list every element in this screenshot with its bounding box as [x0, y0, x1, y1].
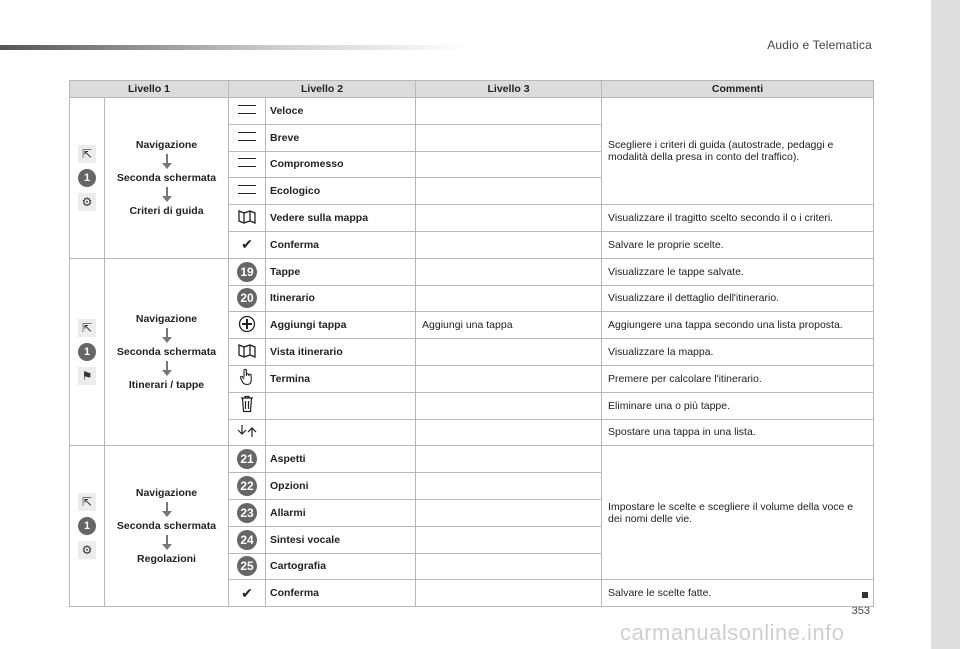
- level3-cell: [416, 339, 602, 366]
- level3-cell: [416, 499, 602, 526]
- comment-cell: Visualizzare il dettaglio dell'itinerario.: [602, 285, 874, 312]
- level2-label: Conferma: [266, 231, 416, 258]
- table-row: [70, 258, 874, 285]
- header-rule: [0, 45, 470, 50]
- level3-cell: [416, 392, 602, 419]
- level2-label: Conferma: [266, 580, 416, 607]
- map-icon: [238, 344, 256, 358]
- option-number-badge: 22: [237, 476, 257, 496]
- level3-cell: [416, 580, 602, 607]
- add-icon: [238, 315, 256, 333]
- map-icon: [238, 210, 256, 224]
- comment-cell: Scegliere i criteri di guida (autostrade, pedaggi e modalità della presa in conto del traffico).: [602, 98, 874, 205]
- comment-cell: Eliminare una o più tappe.: [602, 392, 874, 419]
- option-number-badge: 21: [237, 449, 257, 469]
- comment-cell: Impostare le scelte e scegliere il volume della voce e dei nomi delle vie.: [602, 446, 874, 580]
- level2-label: [266, 419, 416, 446]
- comment-cell: Premere per calcolare l'itinerario.: [602, 365, 874, 392]
- comment-cell: Visualizzare le tappe salvate.: [602, 258, 874, 285]
- level2-icon-cell: [229, 339, 266, 366]
- criteria-gear-icon: ⚙: [78, 193, 96, 211]
- level3-cell: [416, 553, 602, 580]
- level2-icon-cell: [229, 446, 266, 473]
- level3-cell: [416, 473, 602, 500]
- trash-icon: [240, 395, 254, 413]
- level2-icon-cell: [229, 285, 266, 312]
- level2-icon-cell: [229, 178, 266, 205]
- check-icon: ✔: [241, 584, 253, 601]
- flow-step: Seconda schermata: [116, 520, 217, 533]
- lines-icon: [238, 105, 256, 114]
- level2-label: Itinerario: [266, 285, 416, 312]
- level2-icon-cell: [229, 580, 266, 607]
- move-icon: [236, 422, 258, 440]
- option-number-badge: 19: [237, 262, 257, 282]
- flow-arrow: [107, 535, 226, 552]
- route-flag-icon: ⚑: [78, 367, 96, 385]
- level2-icon-cell: [229, 499, 266, 526]
- level2-icon-cell: [229, 392, 266, 419]
- level2-icon-cell: [229, 419, 266, 446]
- level2-icon-cell: [229, 205, 266, 232]
- side-strip: [931, 0, 960, 649]
- nav-arrow-icon: ⇱: [78, 145, 96, 163]
- flow-step: Criteri di guida: [129, 204, 204, 217]
- level1-flow: [105, 258, 229, 446]
- level2-label: Compromesso: [266, 151, 416, 178]
- flow-arrow: [107, 154, 226, 171]
- level1-flow: [105, 446, 229, 607]
- comment-cell: Spostare una tappa in una lista.: [602, 419, 874, 446]
- level2-icon-cell: [229, 258, 266, 285]
- level2-label: Vista itinerario: [266, 339, 416, 366]
- level3-cell: [416, 151, 602, 178]
- check-icon: ✔: [241, 236, 253, 253]
- level3-cell: [416, 258, 602, 285]
- level2-icon-cell: [229, 124, 266, 151]
- step-badge: 1: [78, 169, 96, 187]
- comment-cell: Visualizzare il tragitto scelto secondo il o i criteri.: [602, 205, 874, 232]
- flow-step: Seconda schermata: [116, 171, 217, 184]
- lines-icon: [238, 185, 256, 194]
- level1-icons: [70, 258, 105, 446]
- flow-step: Itinerari / tappe: [128, 379, 205, 392]
- level2-label: Breve: [266, 124, 416, 151]
- page-number: 353: [851, 605, 870, 617]
- option-number-badge: 20: [237, 288, 257, 308]
- level1-icons: [70, 98, 105, 259]
- level3-cell: [416, 124, 602, 151]
- menu-table: [69, 80, 874, 607]
- level2-icon-cell: [229, 365, 266, 392]
- level2-label: Ecologico: [266, 178, 416, 205]
- col-header-livello3: Livello 3: [416, 81, 602, 98]
- level2-label: Aspetti: [266, 446, 416, 473]
- level2-icon-cell: [229, 526, 266, 553]
- flow-step: Navigazione: [135, 487, 198, 500]
- level3-cell: [416, 178, 602, 205]
- flow-step: Regolazioni: [137, 553, 196, 566]
- level2-label: Aggiungi tappa: [266, 312, 416, 339]
- level3-cell: [416, 365, 602, 392]
- level1-icons: [70, 446, 105, 607]
- level2-label: Termina: [266, 365, 416, 392]
- settings-gear-icon: ⚙: [78, 541, 96, 559]
- step-badge: 1: [78, 343, 96, 361]
- level3-cell: [416, 526, 602, 553]
- flow-step: Navigazione: [135, 138, 198, 151]
- comment-cell: Salvare le proprie scelte.: [602, 231, 874, 258]
- watermark: carmanualsonline.info: [620, 620, 845, 645]
- level3-cell: [416, 231, 602, 258]
- lines-icon: [238, 132, 256, 141]
- level3-cell: [416, 446, 602, 473]
- table-row: [70, 446, 874, 473]
- col-header-commenti: Commenti: [602, 81, 874, 98]
- level2-label: Cartografia: [266, 553, 416, 580]
- level2-label: Allarmi: [266, 499, 416, 526]
- comment-cell: Visualizzare la mappa.: [602, 339, 874, 366]
- table-header-row: [70, 81, 874, 98]
- section-title: Audio e Telematica: [767, 38, 872, 52]
- table-row: [70, 98, 874, 125]
- option-number-badge: 25: [237, 556, 257, 576]
- flow-step: Navigazione: [135, 313, 198, 326]
- level2-icon-cell: [229, 473, 266, 500]
- level3-cell: Aggiungi una tappa: [416, 312, 602, 339]
- hand-icon: [239, 368, 255, 386]
- level3-cell: [416, 419, 602, 446]
- lines-icon: [238, 158, 256, 167]
- nav-arrow-icon: ⇱: [78, 493, 96, 511]
- level2-label: [266, 392, 416, 419]
- col-header-livello1: Livello 1: [70, 81, 229, 98]
- level3-cell: [416, 98, 602, 125]
- step-badge: 1: [78, 517, 96, 535]
- level2-icon-cell: [229, 231, 266, 258]
- nav-arrow-icon: ⇱: [78, 319, 96, 337]
- flow-arrow: [107, 502, 226, 519]
- comment-cell: Salvare le scelte fatte.: [602, 580, 874, 607]
- col-header-livello2: Livello 2: [229, 81, 416, 98]
- level2-icon-cell: [229, 151, 266, 178]
- level2-label: Veloce: [266, 98, 416, 125]
- option-number-badge: 23: [237, 503, 257, 523]
- level2-label: Tappe: [266, 258, 416, 285]
- option-number-badge: 24: [237, 530, 257, 550]
- level2-label: Sintesi vocale: [266, 526, 416, 553]
- level2-icon-cell: [229, 312, 266, 339]
- level1-flow: [105, 98, 229, 259]
- flow-arrow: [107, 187, 226, 204]
- comment-cell: Aggiungere una tappa secondo una lista proposta.: [602, 312, 874, 339]
- level2-label: Opzioni: [266, 473, 416, 500]
- level3-cell: [416, 285, 602, 312]
- level2-icon-cell: [229, 98, 266, 125]
- level3-cell: [416, 205, 602, 232]
- flow-arrow: [107, 361, 226, 378]
- flow-arrow: [107, 328, 226, 345]
- level2-label: Vedere sulla mappa: [266, 205, 416, 232]
- level2-icon-cell: [229, 553, 266, 580]
- flow-step: Seconda schermata: [116, 346, 217, 359]
